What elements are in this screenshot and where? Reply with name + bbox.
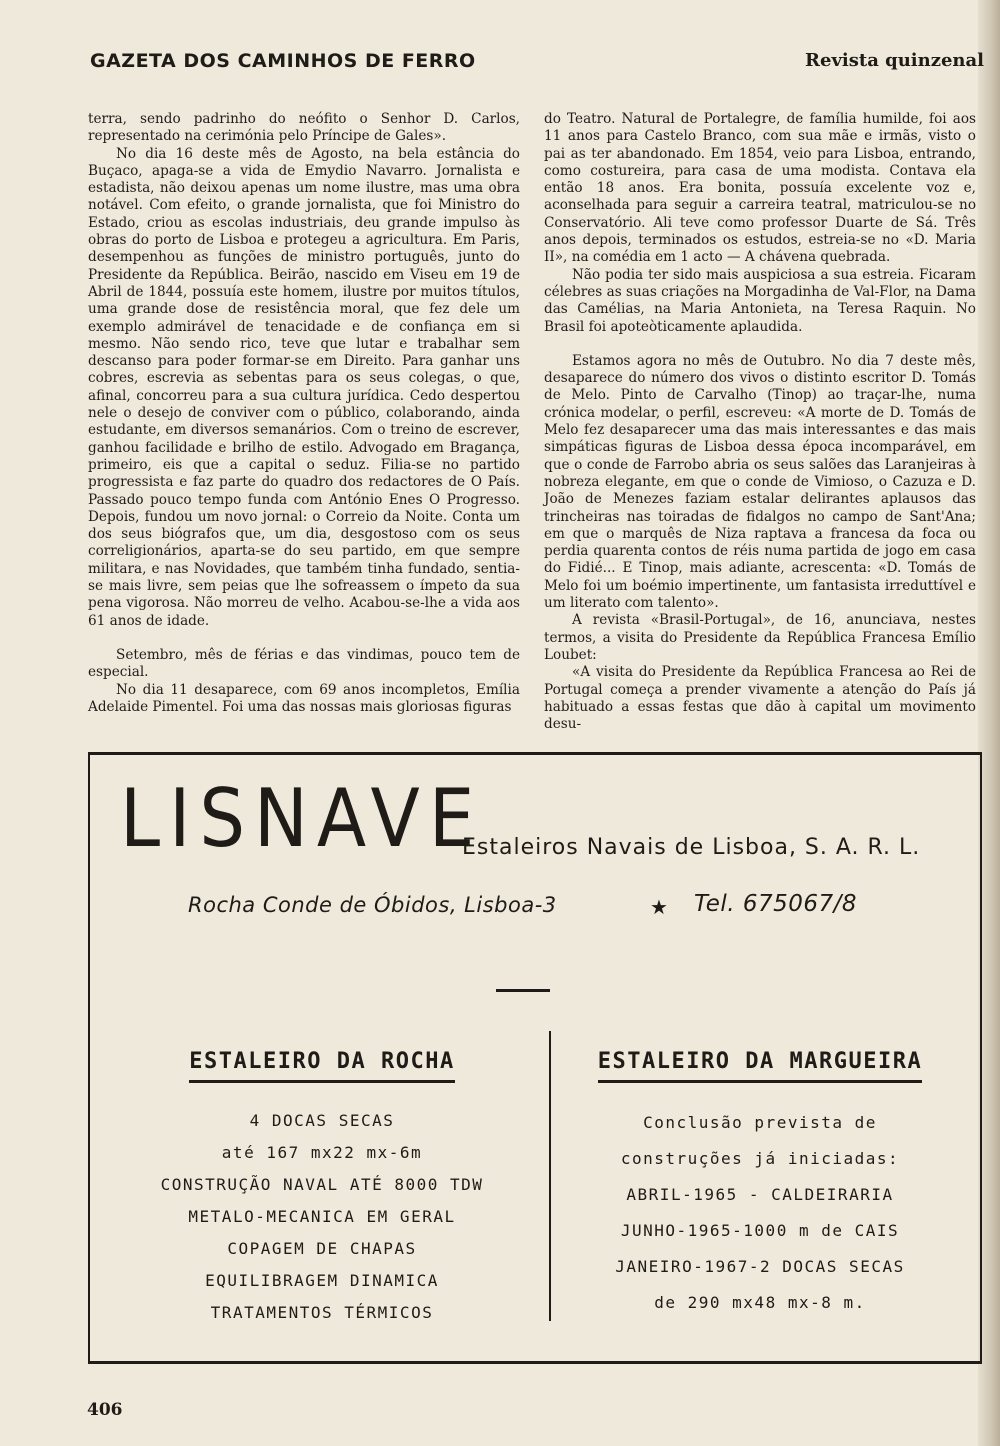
rocha-line: METALO-MECANICA EM GERAL bbox=[188, 1207, 456, 1226]
margueira-line: ABRIL-1965 - CALDEIRARIA bbox=[626, 1185, 894, 1204]
paragraph: A revista «Brasil-Portugal», de 16, anunciava, nestes termos, a visita do Presidente da República Francesa Emílio Loubet: bbox=[544, 612, 976, 663]
rocha-line: até 167 mx22 mx-6m bbox=[221, 1143, 423, 1162]
company-name: Estaleiros Navais de Lisboa, S. A. R. L. bbox=[462, 835, 921, 860]
margueira-line: JANEIRO-1967-2 DOCAS SECAS bbox=[615, 1257, 905, 1276]
paragraph: Estamos agora no mês de Outubro. No dia 7 deste mês, desaparece do número dos vivos o distinto escritor D. Tomás de Melo. Pinto de Carvalho (Tinop) ao traçar-lhe, numa crónica modelar, o perfil, escreveu: «A morte de D. Tomás de Melo fez desaparecer uma das mais interessantes e das mais simpáticas figuras de Lisboa dessa época incomparável, em que o conde de Farrobo abria os seus salões das Laranjeiras à nobreza elegante, em que o conde de Vimioso, o Cazuza e D. João de Menezes faziam estalar delirantes aplausos das trincheiras nas toiradas de fidalgos no campo de Sant'Ana; em que o marquês de Niza raptava a francesa da foca ou perdia quarenta contos de réis numa partida de jogo em casa do Fidié... E Tinop, mais adiante, acrescenta: «D. Tomás de Melo foi um boémio impertinente, um fantasista irreduttível e um literato com talento». bbox=[544, 352, 976, 612]
rocha-line: EQUILIBRAGEM DINAMICA bbox=[205, 1271, 439, 1290]
rocha-line: COPAGEM DE CHAPAS bbox=[227, 1239, 417, 1258]
journal-subtitle: Revista quinzenal bbox=[805, 50, 984, 71]
paragraph: terra, sendo padrinho do neófito o Senhor D. Carlos, representado na cerimónia pelo Príncipe de Gales». bbox=[88, 111, 520, 145]
divider-vertical bbox=[549, 1031, 551, 1321]
rocha-shipyard-block bbox=[120, 1049, 524, 1329]
paragraph: Não podia ter sido mais auspiciosa a sua estreia. Ficaram célebres as suas criações na Morgadinha de Val-Flor, na Dama das Camélias, na Maria Antonieta, na Teresa Raquin. No Brasil foi apoteòticamente aplaudida. bbox=[544, 266, 976, 335]
paragraph: No dia 16 deste mês de Agosto, na bela estância do Buçaco, apaga-se a vida de Emydio Navarro. Jornalista e estadista, não deixou apenas um nome ilustre, mas uma obra notável. Com efeito, o grande jornalista, que foi Ministro do Estado, criou as escolas industriais, deu grande impulso às obras do porto de Lisboa e protegeu a agricultura. Em Paris, desempenhou as funções de ministro português, junto do Presidente da República. Beirão, nascido em Viseu em 19 de Abril de 1844, possuía este homem, ilustre por muitos títulos, uma grande dose de resistência moral, que fez dele um exemplo admirável de tenacidade e de confiança em si mesmo. Não sendo rico, teve que lutar e trabalhar sem descanso para poder formar-se em Direito. Para ganhar uns cobres, escrevia as sebentas para os seus colegas, o que, afinal, concorreu para a sua cultura jurídica. Cedo despertou nele o desejo de conviver com o público, colaborando, ainda estudante, em diversos semanários. Com o treino de escrever, ganhou facilidade e brilho de estilo. Advogado em Bragança, primeiro, eis que a capital o seduz. Filia-se no partido progressista e faz parte do quadro dos redactores de O País. Passado pouco tempo funda com António Enes O Progresso. Depois, fundou um novo jornal: o Correio da Noite. Conta um dos seus biógrafos que, um dia, desgostoso com os seus correligionários, aparta-se do seu partido, em que sempre militara, e nas Novidades, que também tinha fundado, sentia-se mais livre, sem peias que lhe sofreassem o ímpeto da sua pena vigorosa. Não morreu de velho. Acabou-se-lhe a vida aos 61 anos de idade. bbox=[88, 145, 520, 629]
brand-logo-text: LISNAVE bbox=[120, 772, 484, 865]
margueira-line: construções já iniciadas: bbox=[620, 1149, 900, 1168]
paragraph: No dia 11 desaparece, com 69 anos incompletos, Emília Adelaide Pimentel. Foi uma das nossas mais gloriosas figuras bbox=[88, 681, 520, 715]
company-telephone: Tel. 675067/8 bbox=[694, 891, 858, 917]
rocha-line: TRATAMENTOS TÉRMICOS bbox=[210, 1303, 434, 1322]
rocha-line: 4 DOCAS SECAS bbox=[249, 1111, 395, 1130]
right-text-column bbox=[544, 111, 976, 733]
margueira-line: de 290 mx48 mx-8 m. bbox=[654, 1293, 866, 1312]
page-header bbox=[88, 44, 988, 80]
left-text-column bbox=[88, 111, 520, 716]
margueira-title: ESTALEIRO DA MARGUEIRA bbox=[598, 1049, 922, 1083]
lisnave-advertisement bbox=[88, 752, 982, 1364]
margueira-shipyard-block bbox=[572, 1049, 948, 1321]
paragraph: «A visita do Presidente da República Francesa ao Rei de Portugal começa a prender vivamente a atenção do País já habituado a essas festas que dão à capital um movimento desu- bbox=[544, 664, 976, 733]
journal-title: GAZETA DOS CAMINHOS DE FERRO bbox=[90, 50, 476, 72]
margueira-line: JUNHO-1965-1000 m de CAIS bbox=[620, 1221, 900, 1240]
page-number: 406 bbox=[87, 1400, 123, 1420]
paragraph: Setembro, mês de férias e das vindimas, pouco tem de especial. bbox=[88, 646, 520, 681]
star-icon: ★ bbox=[650, 895, 668, 919]
paragraph: do Teatro. Natural de Portalegre, de família humilde, foi aos 11 anos para Castelo Branco, com sua mãe e irmãs, visto o pai as ter abandonado. Em 1854, veio para Lisboa, entrando, como costureira, para casa de uma modista. Contava ela então 18 anos. Era bonita, possuía excelente voz e, aconselhada para seguir a carreira teatral, matriculou-se no Conservatório. Ali teve como professor Duarte de Sá. Três anos depois, terminados os estudos, estreia-se no «D. Maria II», na comédia em 1 acto — A chávena quebrada. bbox=[544, 111, 976, 266]
rocha-title: ESTALEIRO DA ROCHA bbox=[189, 1049, 454, 1083]
company-address: Rocha Conde de Óbidos, Lisboa-3 bbox=[188, 893, 557, 917]
margueira-line: Conclusão prevista de bbox=[643, 1113, 877, 1132]
rocha-line: CONSTRUÇÃO NAVAL ATÉ 8000 TDW bbox=[160, 1175, 484, 1194]
divider-short bbox=[496, 989, 550, 992]
